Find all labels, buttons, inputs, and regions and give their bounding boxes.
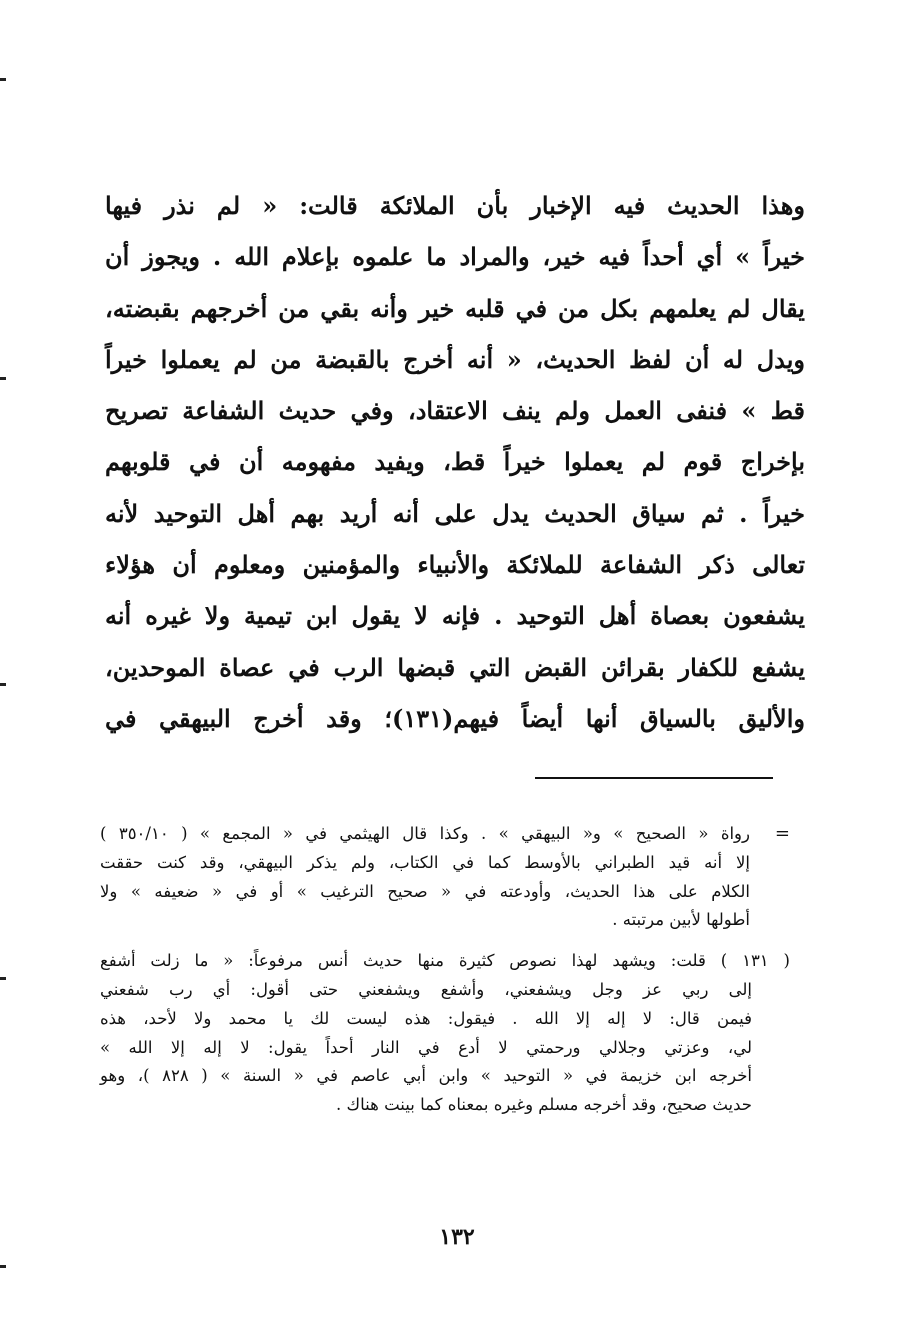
body-line: يقال لم يعلمهم بكل من في قلبه خير وأنه بقي من أخرجهم بقبضته، — [105, 293, 805, 323]
page-edge-mark — [0, 977, 6, 980]
main-body-text — [105, 180, 805, 744]
page-edge-mark — [0, 1265, 6, 1268]
continuation-marker: = — [774, 823, 790, 844]
page-number: ١٣٢ — [439, 1224, 475, 1250]
footnote-line: لي، وعزتي وجلالي ورحمتي لا أدع في النار أحداً يقول: لا إله إلا الله » — [100, 1037, 752, 1057]
footnote-line: رواة « الصحيح » و« البيهقي » . وكذا قال الهيثمي في « المجمع » ( ٣٥٠/١٠ ) — [100, 824, 750, 843]
body-line: يشفع للكفار بقرائن القبض التي قبضها الرب في عصاة الموحدين، — [105, 652, 805, 682]
footnote-line: الكلام على هذا الحديث، وأودعته في « صحيح الترغيب » أو في « ضعيفه » ولا — [100, 881, 750, 901]
page-edge-mark — [0, 78, 6, 81]
body-line: يشفعون بعصاة أهل التوحيد . فإنه لا يقول ابن تيمية ولا غيره أنه — [105, 601, 805, 631]
footnote-line: أطولها لأبين مرتبته . — [612, 910, 750, 930]
page-edge-mark — [0, 377, 6, 380]
body-line: قط » فنفى العمل ولم ينف الاعتقاد، وفي حديث الشفاعة تصريح — [105, 396, 805, 426]
footnotes-section — [100, 820, 790, 1120]
footnote-131 — [100, 947, 790, 1120]
page-edge-mark — [0, 683, 6, 686]
footnote-line: فيمن قال: لا إله إلا الله . فيقول: هذه ليست لك يا محمد ولا لأحد، هذه — [100, 1008, 752, 1028]
footnote-continuation — [100, 820, 790, 935]
footnote-line: ( ١٣١ ) قلت: ويشهد لهذا نصوص كثيرة منها حديث أنس مرفوعاً: « ما زلت أشفع — [100, 951, 790, 971]
body-line: والأليق بالسياق أنها أيضاً فيهم(١٣١)؛ وقد أخرج البيهقي في — [105, 703, 805, 733]
footnote-line: أخرجه ابن خزيمة في « التوحيد » وابن أبي عاصم في « السنة » ( ٨٢٨ )، وهو — [100, 1066, 752, 1086]
footnote-line: حديث صحيح، وقد أخرجه مسلم وغيره بمعناه كما بينت هناك . — [336, 1095, 752, 1115]
body-line: وهذا الحديث فيه الإخبار بأن الملائكة قالت: « لم نذر فيها — [105, 191, 805, 220]
body-line: تعالى ذكر الشفاعة للملائكة والأنبياء والمؤمنين ومعلوم أن هؤلاء — [105, 550, 805, 580]
footnote-line: إلا أنه قيد الطبراني بالأوسط كما في الكتاب، ولم يذكر البيهقي، وقد كنت حققت — [100, 852, 750, 872]
body-line: بإخراج قوم لم يعملوا خيراً قط، ويفيد مفهومه أن في قلوبهم — [105, 447, 805, 477]
footnote-separator — [535, 777, 773, 779]
body-line: خيراً . ثم سياق الحديث يدل على أنه أريد بهم أهل التوحيد لأنه — [105, 498, 805, 528]
body-line: ويدل له أن لفظ الحديث، « أنه أخرج بالقبضة من لم يعملوا خيراً — [105, 344, 805, 374]
footnote-line: إلى ربي عز وجل ويشفعني، وأشفع ويشفعني حتى أقول: أي رب شفعني — [100, 979, 752, 999]
body-line: خيراً » أي أحداً فيه خير، والمراد ما علموه بإعلام الله . ويجوز أن — [105, 242, 805, 272]
